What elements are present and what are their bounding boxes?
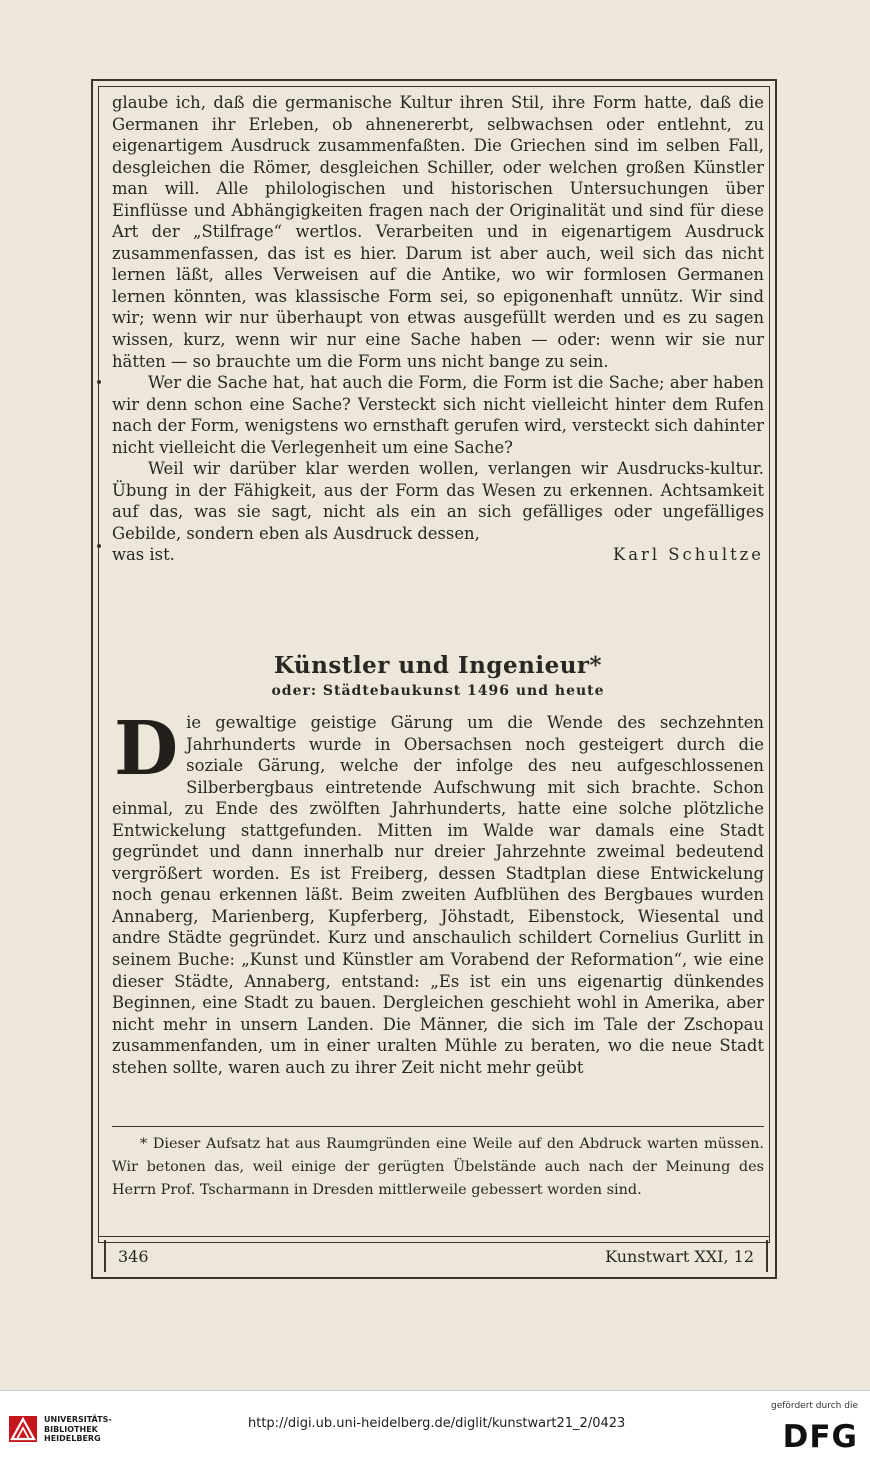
drop-cap: D	[114, 706, 179, 792]
footnote	[112, 1133, 764, 1202]
library-name-line: BIBLIOTHEK	[44, 1424, 98, 1434]
footnote-text: * Dieser Aufsatz hat aus Raumgründen eine Weile auf den Abdruck warten müssen. Wir betonen das, weil einige der gerügten Übelstände auch nach der Meinung des Herrn Prof. Tscharmann in Dresden mittlerweile gebessert worden sind.	[112, 1136, 764, 1198]
funder-caption: gefördert durch die	[771, 1401, 858, 1411]
article-body	[112, 706, 764, 1078]
footnote-divider	[112, 1126, 764, 1127]
viewer-bottom-bar	[0, 1390, 870, 1464]
journal-issue: Kunstwart XXI, 12	[605, 1246, 754, 1266]
library-emblem-icon	[8, 1415, 38, 1443]
paragraph: Wer die Sache hat, hat auch die Form, die Form ist die Sache; aber haben wir denn schon eine Sache? Versteckt sich nicht vielleicht hinter dem Rufen nach der Form, wenigstens wo ernsthaft gerufen wird, versteckt sich dahinter nicht vielleicht die Verlegenheit um eine Sache?	[112, 373, 764, 457]
signature-line	[112, 544, 764, 566]
author-signature: Karl Schultze	[613, 545, 764, 565]
closing-words: was ist.	[112, 545, 175, 565]
library-name	[44, 1415, 112, 1444]
paragraph: Weil wir darüber klar werden wollen, verlangen wir Ausdrucks-kultur. Übung in der Fähigkeit, aus der Form das Wesen zu erkennen. Achtsamkeit auf das, was sie sagt, nicht als ein an sich gefälliges oder ungefälliges Gebilde, sondern eben als Ausdruck dessen,	[112, 459, 764, 543]
page-footer	[104, 1240, 768, 1272]
article-title: Künstler und Ingenieur*	[273, 652, 603, 679]
library-logo[interactable]	[8, 1415, 112, 1444]
margin-mark	[97, 380, 101, 384]
margin-mark	[97, 544, 101, 548]
article-conclusion	[112, 92, 764, 566]
paragraph: ie gewaltige geistige Gärung um die Wende des sechzehnten Jahrhunderts wurde in Obersachsen noch gesteigert durch die soziale Gärung, welche der infolge des neu aufgeschlossenen Silberbergbaus eintretende Aufschwung mit sich brachte. Schon einmal, zu Ende des zwölften Jahrhunderts, hatte eine solche plötzliche Entwickelung stattgefunden. Mitten im Walde war damals eine Stadt gegründet und dann innerhalb nur dreier Jahrzehnte zweimal bedeutend vergrößert worden. Es ist Freiberg, dessen Stadtplan diese Entwickelung noch genau erkennen läßt. Beim zweiten Aufblühen des Bergbaues wurden Annaberg, Marienberg, Kupferberg, Jöhstadt, Eibenstock, Wiesental und andre Städte gegründet. Kurz und anschaulich schildert Cornelius Gurlitt in seinem Buche: „Kunst und Künstler am Vorabend der Reformation“, wie eine dieser Städte, Annaberg, entstand: „Es ist ein uns eigenartig dünkendes Beginnen, eine Stadt zu bauen. Dergleichen geschieht wohl in Amerika, aber nicht mehr in unsern Landen. Die Männer, die sich im Tale der Zschopau zusammenfanden, um in einer uralten Mühle zu beraten, wo die neue Stadt stehen sollte, waren auch zu ihrer Zeit nicht mehr geübt	[112, 713, 764, 1077]
page-number: 346	[118, 1246, 149, 1266]
library-name-line: UNIVERSITÄTS-	[44, 1415, 112, 1424]
library-name-line: HEIDELBERG	[44, 1434, 101, 1443]
dfg-logo[interactable]: DFG	[782, 1419, 858, 1455]
footer-rule	[98, 1236, 770, 1237]
paragraph: glaube ich, daß die germanische Kultur ihren Stil, ihre Form hatte, daß die Germanen ihr Erleben, ob ahnenererbt, selbwachsen oder entlehnt, zu eigenartigem Ausdruck zusammenfaßten. Die Griechen sind im selben Fall, desgleichen die Römer, desgleichen Schiller, oder welchen großen Künstler man will. Alle philologischen und historischen Untersuchungen über Einflüsse und Abhängigkeiten fragen nach der Originalität und sind für diese Art der „Stilfrage“ wertlos. Verarbeiten und in eigenartigem Ausdruck zusammenfassen, das ist es hier. Darum ist aber auch, weil sich das nicht lernen läßt, alles Verweisen auf die Antike, wo wir formlosen Germanen lernen könnten, was klassische Form sei, so epigonenhaft unnütz. Wir sind wir; wenn wir nur überhaupt von etwas ausgefüllt werden und es zu sagen wissen, kurz, wenn wir nur eine Sache haben — oder: wenn wir sie nur hätten — so brauchte um die Form uns nicht bange zu sein.	[112, 93, 764, 371]
article-subtitle: oder: Städtebaukunst 1496 und heute	[271, 683, 605, 699]
permalink-url[interactable]: http://digi.ub.uni-heidelberg.de/diglit/kunstwart21_2/0423	[248, 1416, 626, 1431]
